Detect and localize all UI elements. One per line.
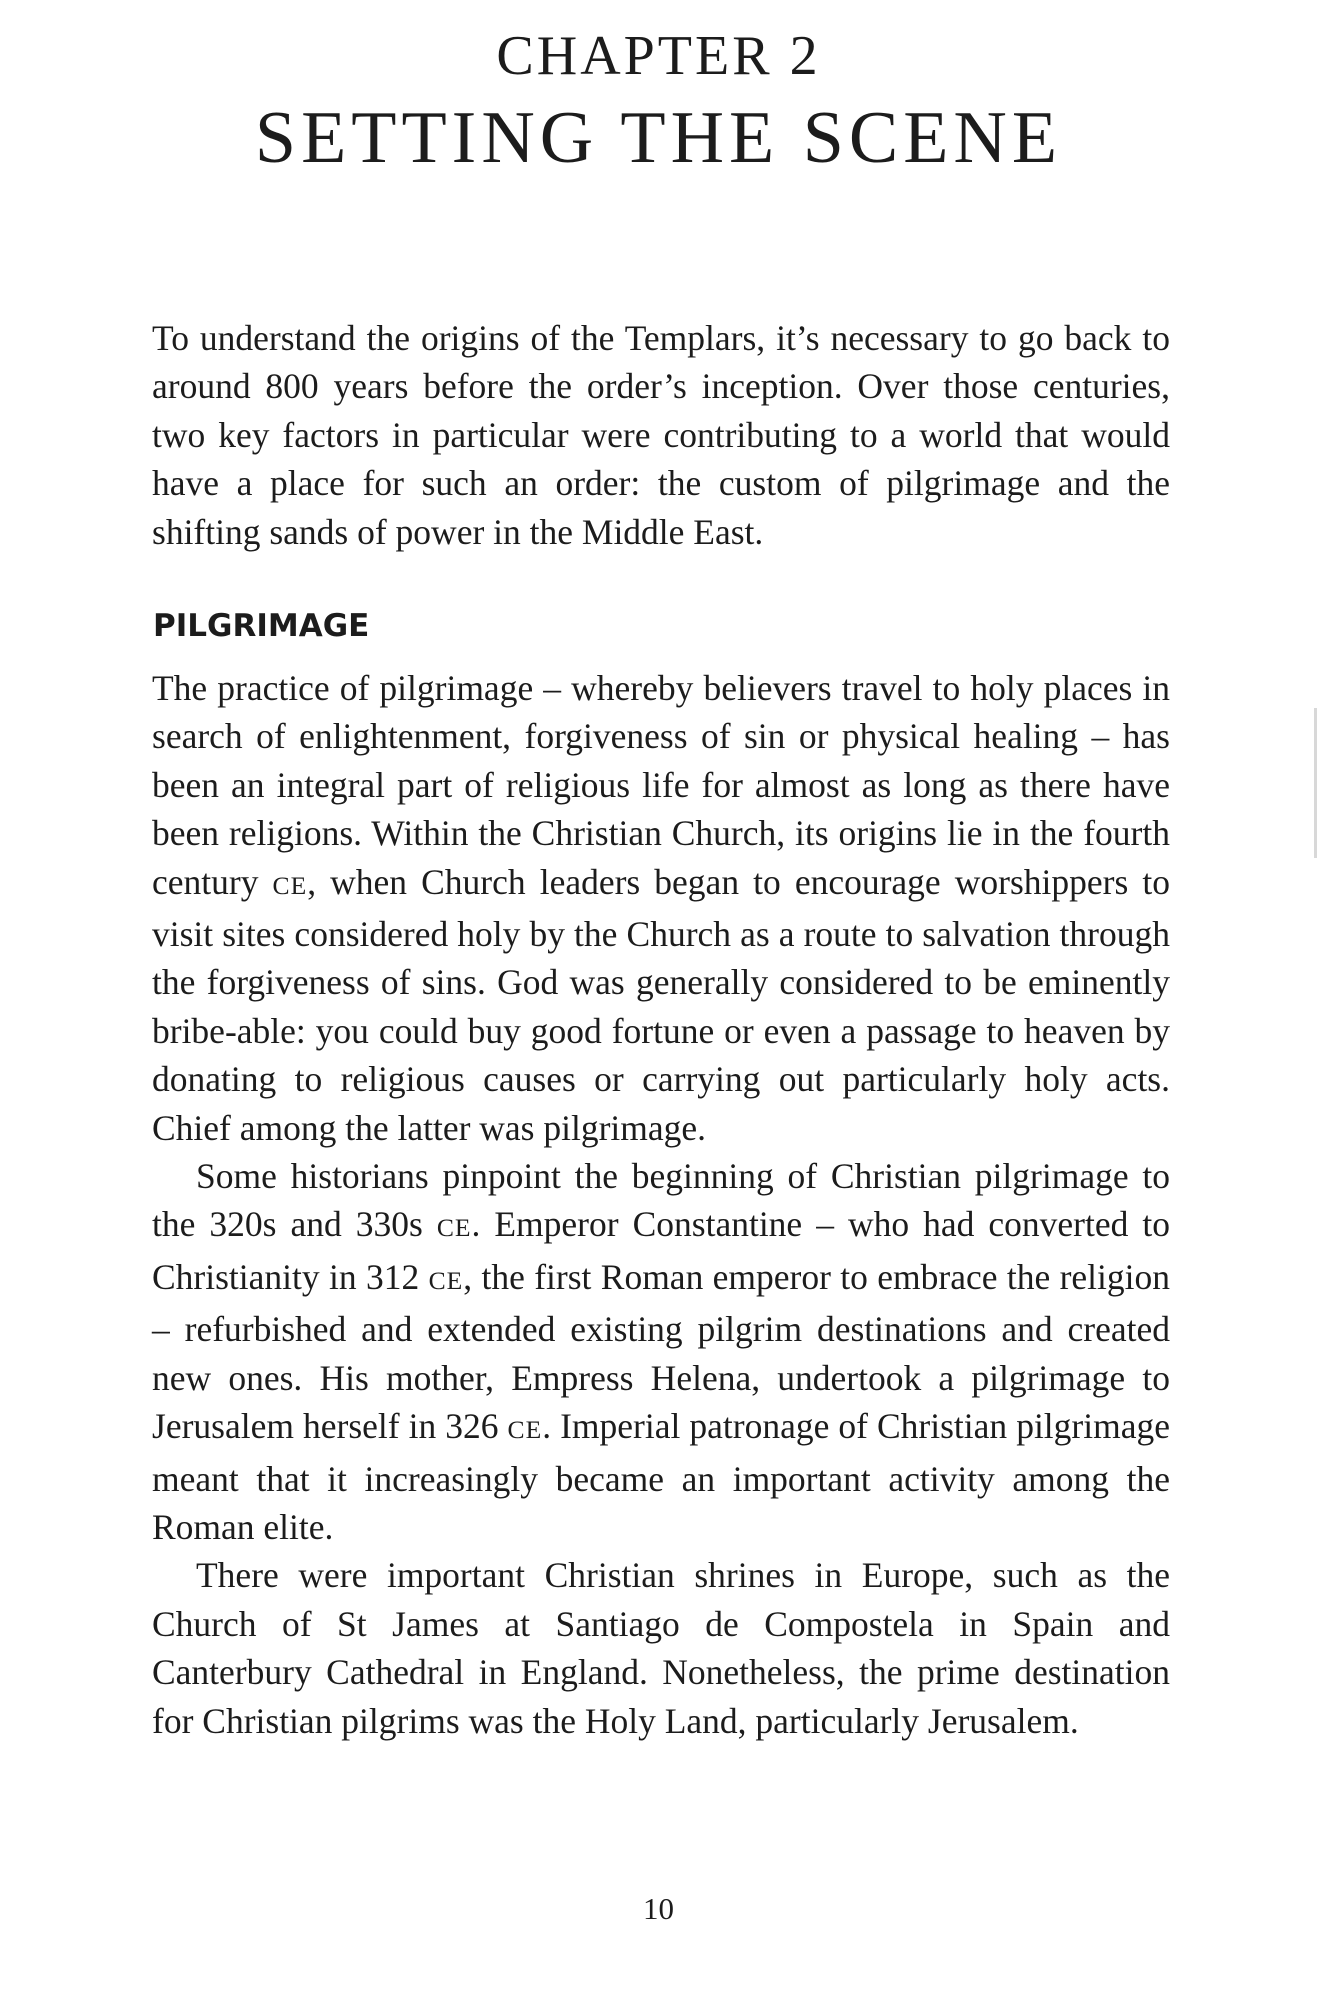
chapter-title: SETTING THE SCENE <box>254 97 1063 179</box>
paragraph-2-part-d: . Imperial patronage of Christian pilgrimage meant that it increasingly became an important activity among the Roman elite. <box>152 1406 1170 1547</box>
paragraph-2-part-b: . Emperor Constantine – who had converted to Christianity in 312 <box>152 1204 1170 1297</box>
era-abbreviation: CE <box>507 1415 543 1445</box>
section-heading: PILGRIMAGE <box>153 608 370 644</box>
era-abbreviation: CE <box>436 1213 472 1243</box>
intro-paragraph: To understand the origins of the Templars, it’s necessary to go back to around 800 years before the order’s inception. Over those centuries, two key factors in particular were contributing to a world that would have a place for such an order: the custom of pilgrimage and the shifting sands of power in the Middle East. <box>152 318 1170 552</box>
page-number: 10 <box>643 1891 674 1926</box>
era-abbreviation: CE <box>428 1265 464 1295</box>
paragraph-2-part-a: Some historians pinpoint the beginning of Christian pilgrimage to the 320s and 330s <box>152 1156 1170 1245</box>
chapter-label: CHAPTER 2 <box>496 25 821 87</box>
paragraph-1-part-b: , when Church leaders began to encourage worshippers to visit sites considered holy by the Church as a route to salvation through the forgiveness of sins. God was generally considered to be eminently bribe-able: you could buy good fortune or even a passage to heaven by donating to religious causes or carrying out particularly holy acts. Chief among the latter was pilgrimage. <box>152 861 1170 1148</box>
paragraph-2-part-c: , the first Roman emperor to embrace the religion – refurbished and extended existing pilgrim destinations and created new ones. His mother, Empress Helena, undertook a pilgrimage to Jerusalem herself in 326 <box>152 1256 1171 1447</box>
paragraph-1 <box>152 664 1170 1152</box>
section-body <box>152 664 1170 1745</box>
era-abbreviation: CE <box>272 870 308 900</box>
paragraph-3: There were important Christian shrines in Europe, such as the Church of St James at Santiago de Compostela in Spain and Canterbury Cathedral in England. Nonetheless, the prime destination for Christian pilgrims was the Holy Land, particularly Jerusalem. <box>152 1555 1170 1741</box>
paragraph-1-part-a: The practice of pilgrimage – whereby believers travel to holy places in search of enlightenment, forgiveness of sin or physical healing – has been an integral part of religious life for almost as long as there have been religions. Within the Christian Church, its origins lie in the fourth century <box>152 668 1170 902</box>
paragraph-2 <box>152 1152 1170 1551</box>
